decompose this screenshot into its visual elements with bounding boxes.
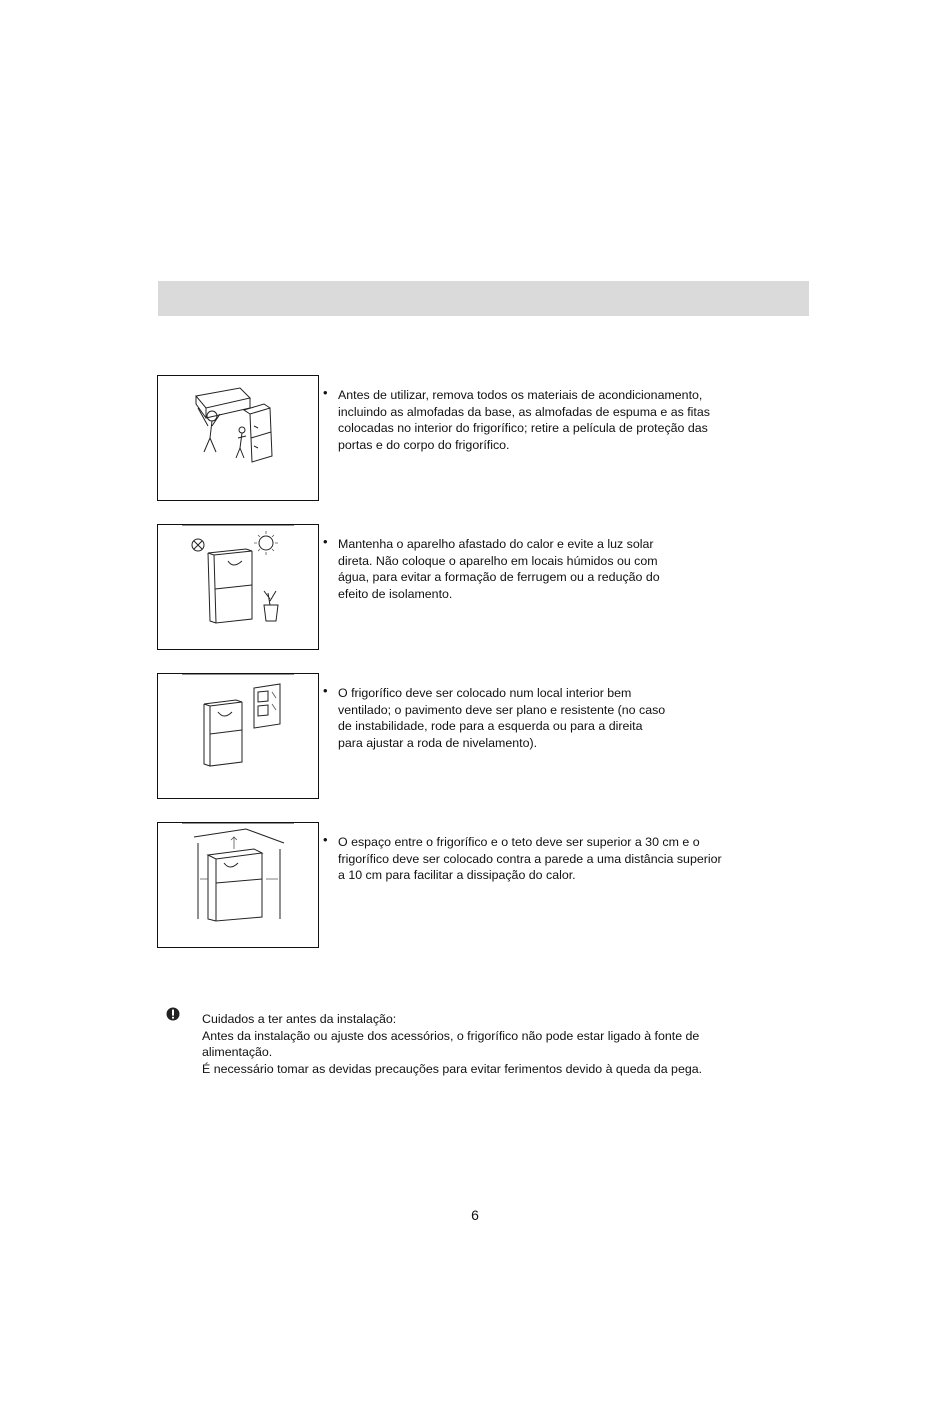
instruction-text-1: Antes de utilizar, remova todos os materiais de acondicionamento, incluindo as almofadas da base, as almofadas de espuma e as fitas colocadas no interior do frigorífico; retire a película de proteção das portas e do corpo do frigorífico. (338, 388, 710, 452)
page-number: 6 (471, 1207, 479, 1223)
heat-warning-icon (158, 525, 318, 649)
note-line-3: É necessário tomar as devidas precauções para evitar ferimentos devido à queda da pega. (202, 1061, 703, 1076)
ventilation-icon (158, 674, 318, 798)
section-header-bar (158, 281, 809, 316)
no-heat-illustration (157, 524, 319, 650)
bullet: • (323, 683, 328, 698)
bullet: • (323, 832, 328, 847)
exclamation-icon (166, 1007, 180, 1021)
clearance-illustration (157, 822, 319, 948)
instruction-text-4: O espaço entre o frigorífico e o teto deve ser superior a 30 cm e o frigorífico deve ser colocado contra a parede a uma distância superior a 10 cm para facilitar a dissipação do calor. (338, 835, 722, 882)
note-line-2: Antes da instalação ou ajuste dos acessórios, o frigorífico não pode estar ligado à fonte de alimentação. (202, 1028, 700, 1059)
instruction-text-2: Mantenha o aparelho afastado do calor e evite a luz solar direta. Não coloque o aparelho em locais húmidos ou com água, para evitar a formação de ferrugem ou a redução do efeito de isolamento. (338, 537, 660, 601)
bullet: • (323, 534, 328, 549)
note-line-1: Cuidados a ter antes da instalação: (202, 1012, 397, 1026)
installation-caution-note (202, 1011, 762, 1077)
ventilation-illustration (157, 673, 319, 799)
unpacking-icon (158, 376, 318, 500)
bullet: • (323, 385, 328, 400)
instruction-text-3: O frigorífico deve ser colocado num local interior bem ventilado; o pavimento deve ser plano e resistente (no caso de instabilidade, rode para a esquerda ou para a direita para ajustar a roda de nivelamento). (338, 686, 666, 750)
unpacking-illustration (157, 375, 319, 501)
clearance-icon (158, 823, 318, 947)
